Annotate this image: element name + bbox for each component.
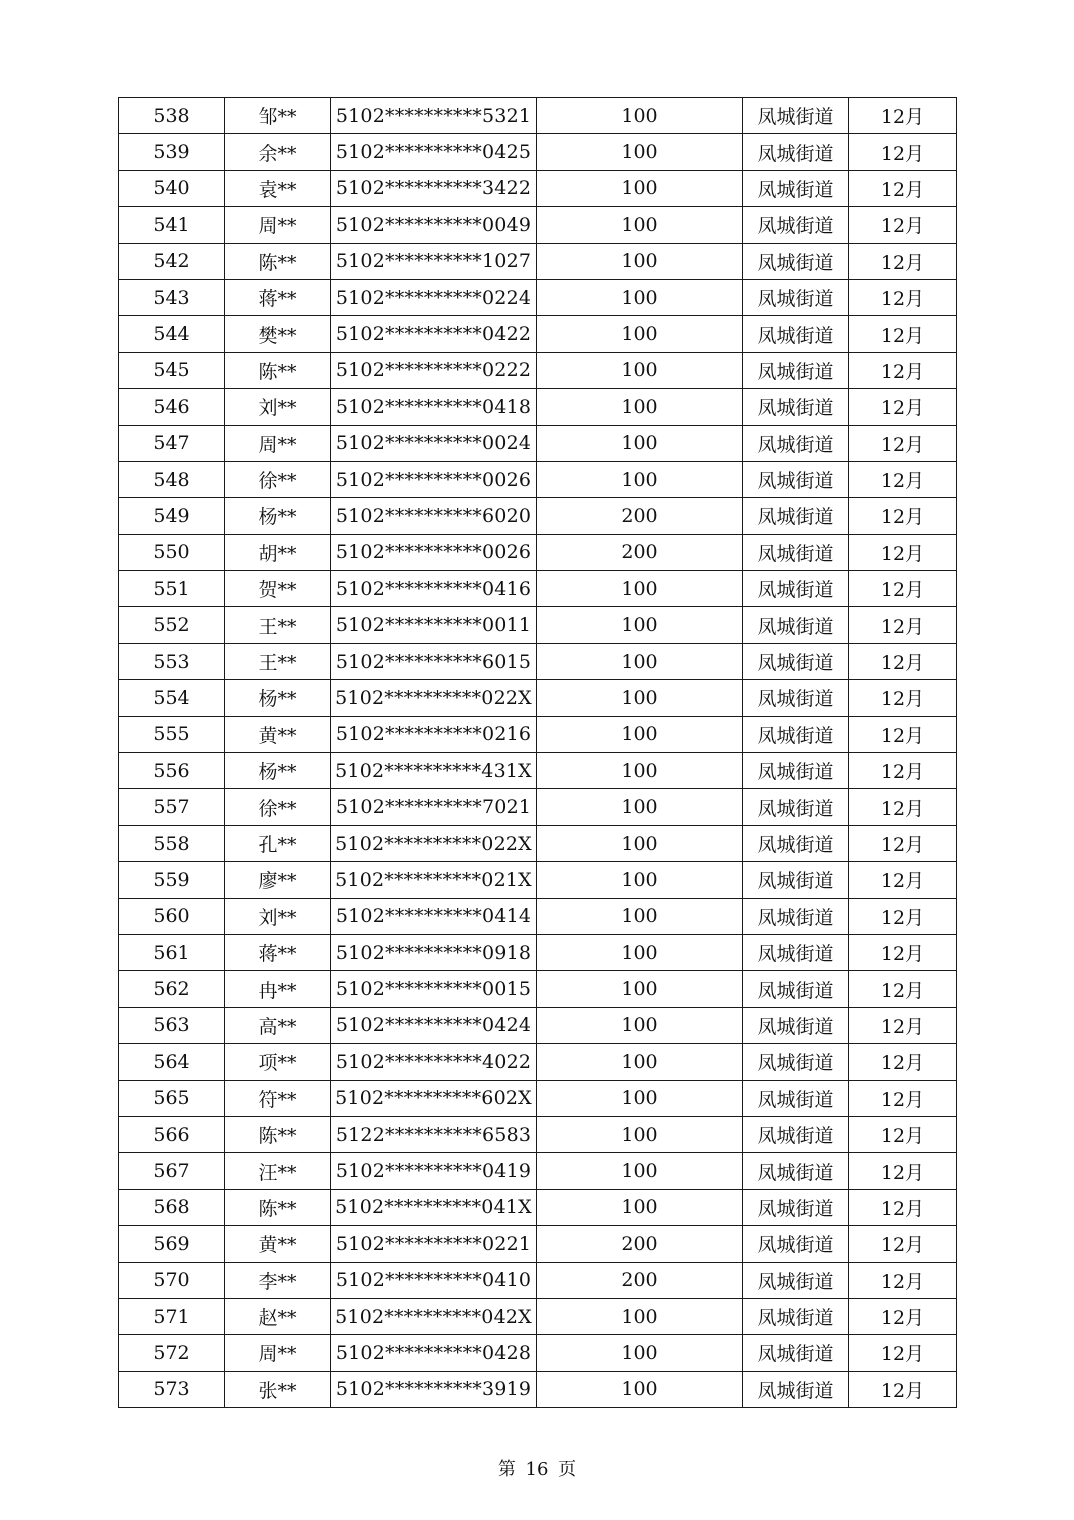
name-cell: 袁** — [225, 170, 331, 206]
name-cell: 杨** — [225, 753, 331, 789]
month-cell: 12月 — [849, 1044, 957, 1080]
id-number-cell: 5102**********0418 — [331, 389, 537, 425]
month-cell: 12月 — [849, 643, 957, 679]
amount-cell: 100 — [537, 1080, 743, 1116]
row-number-cell: 562 — [119, 971, 225, 1007]
id-number-cell: 5102**********3919 — [331, 1371, 537, 1407]
street-cell: 凤城街道 — [743, 898, 849, 934]
row-number-cell: 566 — [119, 1116, 225, 1152]
name-cell: 黄** — [225, 1226, 331, 1262]
table-row — [119, 680, 957, 716]
amount-cell: 100 — [537, 934, 743, 970]
name-cell: 王** — [225, 643, 331, 679]
month-cell: 12月 — [849, 1007, 957, 1043]
row-number-cell: 551 — [119, 571, 225, 607]
month-cell: 12月 — [849, 170, 957, 206]
name-cell: 张** — [225, 1371, 331, 1407]
id-number-cell: 5102**********0011 — [331, 607, 537, 643]
table-row — [119, 934, 957, 970]
id-number-cell: 5102**********5321 — [331, 98, 537, 134]
month-cell: 12月 — [849, 571, 957, 607]
name-cell: 李** — [225, 1262, 331, 1298]
street-cell: 凤城街道 — [743, 934, 849, 970]
row-number-cell: 545 — [119, 352, 225, 388]
id-number-cell: 5102**********022X — [331, 825, 537, 861]
row-number-cell: 543 — [119, 279, 225, 315]
amount-cell: 100 — [537, 1116, 743, 1152]
id-number-cell: 5102**********0049 — [331, 207, 537, 243]
id-number-cell: 5102**********0419 — [331, 1153, 537, 1189]
id-number-cell: 5102**********0026 — [331, 534, 537, 570]
month-cell: 12月 — [849, 534, 957, 570]
table-row — [119, 425, 957, 461]
amount-cell: 100 — [537, 789, 743, 825]
street-cell: 凤城街道 — [743, 207, 849, 243]
street-cell: 凤城街道 — [743, 316, 849, 352]
street-cell: 凤城街道 — [743, 753, 849, 789]
id-number-cell: 5102**********3422 — [331, 170, 537, 206]
id-number-cell: 5102**********0422 — [331, 316, 537, 352]
id-number-cell: 5102**********7021 — [331, 789, 537, 825]
month-cell: 12月 — [849, 789, 957, 825]
name-cell: 刘** — [225, 898, 331, 934]
id-number-cell: 5102**********4022 — [331, 1044, 537, 1080]
row-number-cell: 553 — [119, 643, 225, 679]
name-cell: 杨** — [225, 680, 331, 716]
month-cell: 12月 — [849, 279, 957, 315]
amount-cell: 100 — [537, 461, 743, 497]
name-cell: 徐** — [225, 789, 331, 825]
amount-cell: 100 — [537, 1044, 743, 1080]
id-number-cell: 5102**********0428 — [331, 1335, 537, 1371]
table-row — [119, 1044, 957, 1080]
name-cell: 冉** — [225, 971, 331, 1007]
month-cell: 12月 — [849, 1116, 957, 1152]
table-row — [119, 1116, 957, 1152]
month-cell: 12月 — [849, 1226, 957, 1262]
id-number-cell: 5102**********0222 — [331, 352, 537, 388]
id-number-cell: 5102**********602X — [331, 1080, 537, 1116]
amount-cell: 100 — [537, 207, 743, 243]
street-cell: 凤城街道 — [743, 425, 849, 461]
id-number-cell: 5102**********022X — [331, 680, 537, 716]
name-cell: 陈** — [225, 1189, 331, 1225]
street-cell: 凤城街道 — [743, 1335, 849, 1371]
table-row — [119, 352, 957, 388]
month-cell: 12月 — [849, 862, 957, 898]
month-cell: 12月 — [849, 825, 957, 861]
street-cell: 凤城街道 — [743, 461, 849, 497]
street-cell: 凤城街道 — [743, 389, 849, 425]
street-cell: 凤城街道 — [743, 1153, 849, 1189]
table-row — [119, 971, 957, 1007]
row-number-cell: 549 — [119, 498, 225, 534]
amount-cell: 100 — [537, 1189, 743, 1225]
table-row — [119, 898, 957, 934]
name-cell: 徐** — [225, 461, 331, 497]
street-cell: 凤城街道 — [743, 607, 849, 643]
month-cell: 12月 — [849, 243, 957, 279]
street-cell: 凤城街道 — [743, 534, 849, 570]
table-row — [119, 316, 957, 352]
table-row — [119, 1153, 957, 1189]
month-cell: 12月 — [849, 389, 957, 425]
amount-cell: 200 — [537, 498, 743, 534]
table-row — [119, 571, 957, 607]
row-number-cell: 544 — [119, 316, 225, 352]
table-row — [119, 753, 957, 789]
name-cell: 王** — [225, 607, 331, 643]
amount-cell: 100 — [537, 243, 743, 279]
table-row — [119, 643, 957, 679]
table-row — [119, 789, 957, 825]
row-number-cell: 546 — [119, 389, 225, 425]
month-cell: 12月 — [849, 207, 957, 243]
id-number-cell: 5102**********0414 — [331, 898, 537, 934]
row-number-cell: 568 — [119, 1189, 225, 1225]
month-cell: 12月 — [849, 607, 957, 643]
name-cell: 胡** — [225, 534, 331, 570]
name-cell: 陈** — [225, 243, 331, 279]
id-number-cell: 5102**********021X — [331, 862, 537, 898]
month-cell: 12月 — [849, 1262, 957, 1298]
amount-cell: 100 — [537, 316, 743, 352]
amount-cell: 100 — [537, 680, 743, 716]
amount-cell: 100 — [537, 134, 743, 170]
amount-cell: 100 — [537, 1335, 743, 1371]
row-number-cell: 570 — [119, 1262, 225, 1298]
id-number-cell: 5102**********0410 — [331, 1262, 537, 1298]
row-number-cell: 547 — [119, 425, 225, 461]
month-cell: 12月 — [849, 1153, 957, 1189]
id-number-cell: 5102**********041X — [331, 1189, 537, 1225]
name-cell: 邹** — [225, 98, 331, 134]
row-number-cell: 567 — [119, 1153, 225, 1189]
row-number-cell: 550 — [119, 534, 225, 570]
month-cell: 12月 — [849, 898, 957, 934]
table-row — [119, 1189, 957, 1225]
table-row — [119, 1371, 957, 1407]
name-cell: 余** — [225, 134, 331, 170]
name-cell: 汪** — [225, 1153, 331, 1189]
table-row — [119, 243, 957, 279]
name-cell: 赵** — [225, 1298, 331, 1334]
street-cell: 凤城街道 — [743, 825, 849, 861]
street-cell: 凤城街道 — [743, 1007, 849, 1043]
row-number-cell: 542 — [119, 243, 225, 279]
name-cell: 蒋** — [225, 934, 331, 970]
month-cell: 12月 — [849, 498, 957, 534]
month-cell: 12月 — [849, 1080, 957, 1116]
row-number-cell: 538 — [119, 98, 225, 134]
table-row — [119, 534, 957, 570]
table-row — [119, 1298, 957, 1334]
street-cell: 凤城街道 — [743, 243, 849, 279]
street-cell: 凤城街道 — [743, 789, 849, 825]
row-number-cell: 555 — [119, 716, 225, 752]
id-number-cell: 5102**********0015 — [331, 971, 537, 1007]
id-number-cell: 5102**********042X — [331, 1298, 537, 1334]
row-number-cell: 554 — [119, 680, 225, 716]
row-number-cell: 572 — [119, 1335, 225, 1371]
table-row — [119, 716, 957, 752]
amount-cell: 100 — [537, 425, 743, 461]
name-cell: 樊** — [225, 316, 331, 352]
name-cell: 高** — [225, 1007, 331, 1043]
street-cell: 凤城街道 — [743, 352, 849, 388]
table-row — [119, 98, 957, 134]
amount-cell: 100 — [537, 753, 743, 789]
amount-cell: 200 — [537, 1262, 743, 1298]
row-number-cell: 565 — [119, 1080, 225, 1116]
street-cell: 凤城街道 — [743, 716, 849, 752]
id-number-cell: 5102**********0024 — [331, 425, 537, 461]
name-cell: 周** — [225, 207, 331, 243]
amount-cell: 100 — [537, 1371, 743, 1407]
month-cell: 12月 — [849, 680, 957, 716]
amount-cell: 100 — [537, 898, 743, 934]
amount-cell: 100 — [537, 825, 743, 861]
name-cell: 贺** — [225, 571, 331, 607]
amount-cell: 100 — [537, 643, 743, 679]
amount-cell: 100 — [537, 862, 743, 898]
table-row — [119, 279, 957, 315]
street-cell: 凤城街道 — [743, 134, 849, 170]
name-cell: 符** — [225, 1080, 331, 1116]
month-cell: 12月 — [849, 716, 957, 752]
street-cell: 凤城街道 — [743, 680, 849, 716]
name-cell: 蒋** — [225, 279, 331, 315]
amount-cell: 100 — [537, 170, 743, 206]
id-number-cell: 5102**********0026 — [331, 461, 537, 497]
row-number-cell: 557 — [119, 789, 225, 825]
page-number: 第 16 页 — [497, 1459, 577, 1480]
name-cell: 刘** — [225, 389, 331, 425]
name-cell: 杨** — [225, 498, 331, 534]
id-number-cell: 5102**********0224 — [331, 279, 537, 315]
street-cell: 凤城街道 — [743, 1189, 849, 1225]
street-cell: 凤城街道 — [743, 170, 849, 206]
amount-cell: 100 — [537, 1007, 743, 1043]
street-cell: 凤城街道 — [743, 1298, 849, 1334]
month-cell: 12月 — [849, 352, 957, 388]
row-number-cell: 563 — [119, 1007, 225, 1043]
amount-cell: 200 — [537, 534, 743, 570]
row-number-cell: 556 — [119, 753, 225, 789]
month-cell: 12月 — [849, 1371, 957, 1407]
table-row — [119, 1007, 957, 1043]
id-number-cell: 5102**********0425 — [331, 134, 537, 170]
month-cell: 12月 — [849, 134, 957, 170]
street-cell: 凤城街道 — [743, 643, 849, 679]
amount-cell: 200 — [537, 1226, 743, 1262]
amount-cell: 100 — [537, 607, 743, 643]
table-row — [119, 825, 957, 861]
table-row — [119, 498, 957, 534]
id-number-cell: 5102**********0216 — [331, 716, 537, 752]
month-cell: 12月 — [849, 316, 957, 352]
amount-cell: 100 — [537, 1298, 743, 1334]
id-number-cell: 5102**********6015 — [331, 643, 537, 679]
street-cell: 凤城街道 — [743, 971, 849, 1007]
table-row — [119, 461, 957, 497]
id-number-cell: 5122**********6583 — [331, 1116, 537, 1152]
row-number-cell: 541 — [119, 207, 225, 243]
row-number-cell: 573 — [119, 1371, 225, 1407]
table-row — [119, 1080, 957, 1116]
table-row — [119, 207, 957, 243]
street-cell: 凤城街道 — [743, 1371, 849, 1407]
id-number-cell: 5102**********0918 — [331, 934, 537, 970]
amount-cell: 100 — [537, 571, 743, 607]
amount-cell: 100 — [537, 971, 743, 1007]
month-cell: 12月 — [849, 1298, 957, 1334]
amount-cell: 100 — [537, 389, 743, 425]
amount-cell: 100 — [537, 352, 743, 388]
id-number-cell: 5102**********1027 — [331, 243, 537, 279]
table-row — [119, 1335, 957, 1371]
table-row — [119, 1226, 957, 1262]
table-row — [119, 134, 957, 170]
roster-table — [118, 97, 957, 1408]
street-cell: 凤城街道 — [743, 571, 849, 607]
month-cell: 12月 — [849, 971, 957, 1007]
row-number-cell: 559 — [119, 862, 225, 898]
month-cell: 12月 — [849, 1189, 957, 1225]
row-number-cell: 564 — [119, 1044, 225, 1080]
name-cell: 陈** — [225, 352, 331, 388]
name-cell: 周** — [225, 1335, 331, 1371]
street-cell: 凤城街道 — [743, 862, 849, 898]
roster-table-body — [119, 98, 957, 1408]
street-cell: 凤城街道 — [743, 1226, 849, 1262]
amount-cell: 100 — [537, 279, 743, 315]
row-number-cell: 569 — [119, 1226, 225, 1262]
month-cell: 12月 — [849, 425, 957, 461]
id-number-cell: 5102**********6020 — [331, 498, 537, 534]
row-number-cell: 560 — [119, 898, 225, 934]
name-cell: 孔** — [225, 825, 331, 861]
street-cell: 凤城街道 — [743, 1044, 849, 1080]
table-row — [119, 1262, 957, 1298]
month-cell: 12月 — [849, 753, 957, 789]
row-number-cell: 548 — [119, 461, 225, 497]
street-cell: 凤城街道 — [743, 498, 849, 534]
name-cell: 周** — [225, 425, 331, 461]
month-cell: 12月 — [849, 461, 957, 497]
street-cell: 凤城街道 — [743, 1116, 849, 1152]
amount-cell: 100 — [537, 716, 743, 752]
month-cell: 12月 — [849, 934, 957, 970]
table-row — [119, 389, 957, 425]
id-number-cell: 5102**********0221 — [331, 1226, 537, 1262]
id-number-cell: 5102**********431X — [331, 753, 537, 789]
row-number-cell: 558 — [119, 825, 225, 861]
row-number-cell: 540 — [119, 170, 225, 206]
id-number-cell: 5102**********0416 — [331, 571, 537, 607]
row-number-cell: 571 — [119, 1298, 225, 1334]
row-number-cell: 552 — [119, 607, 225, 643]
table-row — [119, 170, 957, 206]
street-cell: 凤城街道 — [743, 1262, 849, 1298]
amount-cell: 100 — [537, 98, 743, 134]
month-cell: 12月 — [849, 1335, 957, 1371]
name-cell: 廖** — [225, 862, 331, 898]
table-row — [119, 607, 957, 643]
id-number-cell: 5102**********0424 — [331, 1007, 537, 1043]
name-cell: 黄** — [225, 716, 331, 752]
street-cell: 凤城街道 — [743, 1080, 849, 1116]
row-number-cell: 561 — [119, 934, 225, 970]
name-cell: 项** — [225, 1044, 331, 1080]
row-number-cell: 539 — [119, 134, 225, 170]
amount-cell: 100 — [537, 1153, 743, 1189]
street-cell: 凤城街道 — [743, 279, 849, 315]
month-cell: 12月 — [849, 98, 957, 134]
name-cell: 陈** — [225, 1116, 331, 1152]
street-cell: 凤城街道 — [743, 98, 849, 134]
table-row — [119, 862, 957, 898]
